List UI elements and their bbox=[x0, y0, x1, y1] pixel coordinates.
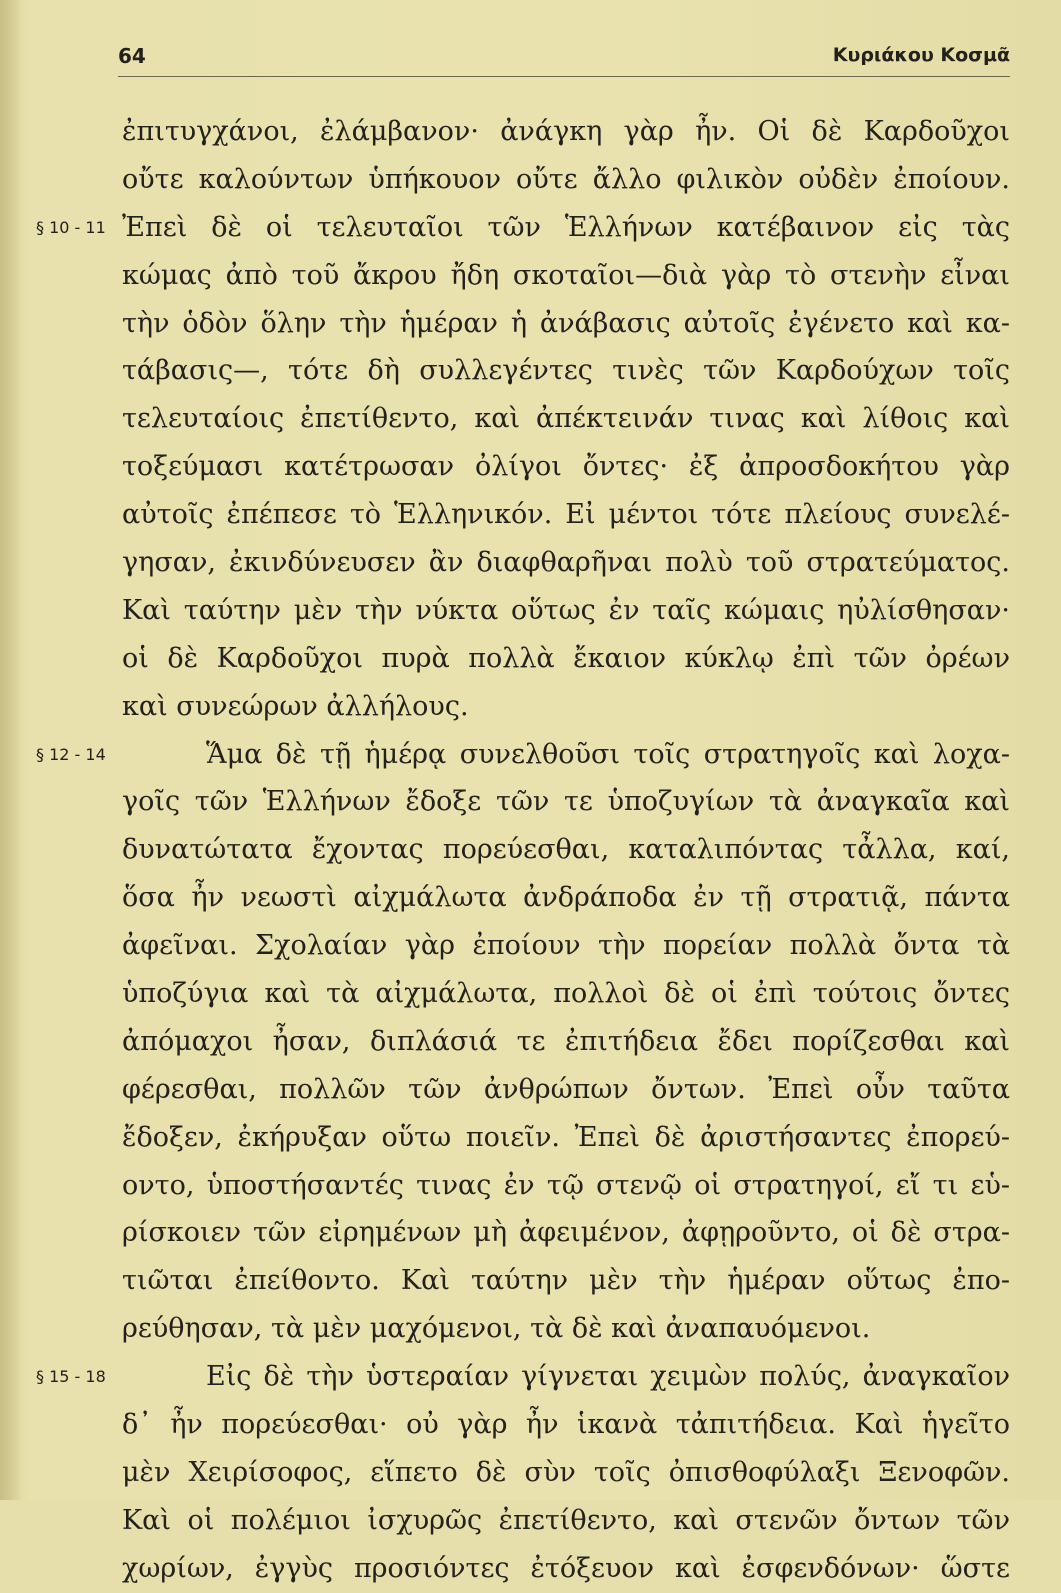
line-text: οἱ δὲ Καρδοῦχοι πυρὰ πολλὰ ἔκαιον κύκλῳ ἐπὶ τῶν ὀρέων bbox=[122, 642, 1010, 674]
text-line bbox=[122, 491, 1010, 539]
text-line bbox=[122, 1449, 1010, 1497]
text-line bbox=[122, 587, 1010, 635]
text-line bbox=[36, 731, 1010, 779]
line-text: κώμας ἀπὸ τοῦ ἄκρου ἤδη σκοταῖοι—διὰ γὰρ τὸ στενὴν εἶναι bbox=[122, 259, 1010, 291]
line-text: τοξεύμασι κατέτρωσαν ὀλίγοι ὄντες· ἐξ ἀπροσδοκήτου γὰρ bbox=[122, 451, 1010, 483]
running-head: Κυριάκου Κοσμᾶ bbox=[832, 44, 1010, 66]
text-line bbox=[122, 1401, 1010, 1449]
line-text: ἀπόμαχοι ἦσαν, διπλάσιά τε ἐπιτήδεια ἔδει πορίζεσθαι καὶ bbox=[122, 1025, 1010, 1057]
text-line bbox=[122, 539, 1010, 587]
text-line bbox=[122, 635, 1010, 683]
text-line bbox=[122, 778, 1010, 826]
line-text: αὐτοῖς ἐπέπεσε τὸ Ἑλληνικόν. Εἰ μέντοι τότε πλείους συνελέ- bbox=[122, 499, 1010, 531]
line-text: Ἅμα δὲ τῇ ἡμέρᾳ συνελθοῦσι τοῖς στρατηγοῖς καὶ λοχα- bbox=[206, 738, 1010, 770]
line-text: γοῖς τῶν Ἑλλήνων ἔδοξε τῶν τε ὑποζυγίων τὰ ἀναγκαῖα καὶ bbox=[122, 786, 1010, 818]
line-text: ἔδοξεν, ἐκήρυξαν οὕτω ποιεῖν. Ἐπεὶ δὲ ἀριστήσαντες ἐπορεύ- bbox=[122, 1121, 1010, 1153]
text-line bbox=[122, 1066, 1010, 1114]
text-line bbox=[122, 922, 1010, 970]
text-line bbox=[122, 156, 1010, 204]
line-text: καὶ συνεώρων ἀλλήλους. bbox=[122, 690, 469, 722]
text-line bbox=[122, 300, 1010, 348]
text-line bbox=[122, 443, 1010, 491]
text-line bbox=[122, 252, 1010, 300]
section-reference: § 10 - 11 bbox=[36, 217, 106, 237]
page-number: 64 bbox=[118, 44, 146, 68]
line-text: τὴν ὁδὸν ὅλην τὴν ἡμέραν ἡ ἀνάβασις αὐτοῖς ἐγένετο καὶ κα- bbox=[122, 307, 1010, 339]
section-reference: § 12 - 14 bbox=[36, 744, 106, 764]
body-text bbox=[36, 108, 1010, 1593]
line-text: ὅσα ἦν νεωστὶ αἰχμάλωτα ἀνδράποδα ἐν τῇ στρατιᾷ, πάντα bbox=[122, 882, 1010, 914]
text-line bbox=[122, 1497, 1010, 1545]
line-text: ρίσκοιεν τῶν εἰρημένων μὴ ἀφειμένον, ἀφῃροῦντο, οἱ δὲ στρα- bbox=[122, 1217, 1010, 1249]
text-line bbox=[36, 204, 1010, 252]
line-text: Εἰς δὲ τὴν ὑστεραίαν γίγνεται χειμὼν πολύς, ἀναγκαῖον bbox=[206, 1361, 1010, 1393]
text-line bbox=[122, 683, 1010, 731]
section-reference: § 15 - 18 bbox=[36, 1367, 106, 1387]
header-rule bbox=[118, 76, 1010, 77]
text-line bbox=[122, 1114, 1010, 1162]
line-text: τιῶται ἐπείθοντο. Καὶ ταύτην μὲν τὴν ἡμέραν οὕτως ἐπο- bbox=[122, 1265, 1010, 1297]
text-line bbox=[122, 1305, 1010, 1353]
line-text: οντο, ὑποστήσαντές τινας ἐν τῷ στενῷ οἱ στρατηγοί, εἴ τι εὑ- bbox=[122, 1169, 1010, 1201]
text-line bbox=[122, 1162, 1010, 1210]
text-line bbox=[122, 1545, 1010, 1593]
line-text: γησαν, ἐκινδύνευσεν ἂν διαφθαρῆναι πολὺ τοῦ στρατεύματος. bbox=[122, 547, 1010, 579]
line-text: δυνατώτατα ἔχοντας πορεύεσθαι, καταλιπόντας τἆλλα, καί, bbox=[122, 834, 1010, 866]
line-text: φέρεσθαι, πολλῶν τῶν ἀνθρώπων ὄντων. Ἐπεὶ οὖν ταῦτα bbox=[122, 1073, 1010, 1105]
line-text: δ᾽ ἦν πορεύεσθαι· οὐ γὰρ ἦν ἱκανὰ τἀπιτήδεια. Καὶ ἡγεῖτο bbox=[122, 1409, 1010, 1441]
text-line bbox=[122, 826, 1010, 874]
line-text: τελευταίοις ἐπετίθεντο, καὶ ἀπέκτεινάν τινας καὶ λίθοις καὶ bbox=[122, 403, 1010, 435]
line-text: τάβασις—, τότε δὴ συλλεγέντες τινὲς τῶν Καρδούχων τοῖς bbox=[122, 355, 1010, 387]
line-text: μὲν Χειρίσοφος, εἵπετο δὲ σὺν τοῖς ὀπισθοφύλαξι Ξενοφῶν. bbox=[122, 1456, 1010, 1488]
line-text: Καὶ οἱ πολέμιοι ἰσχυρῶς ἐπετίθεντο, καὶ στενῶν ὄντων τῶν bbox=[122, 1504, 1010, 1536]
text-line bbox=[36, 1353, 1010, 1401]
line-text: ὑποζύγια καὶ τὰ αἰχμάλωτα, πολλοὶ δὲ οἱ ἐπὶ τούτοις ὄντες bbox=[122, 978, 1010, 1010]
text-line bbox=[122, 874, 1010, 922]
text-line bbox=[122, 1018, 1010, 1066]
line-text: οὔτε καλούντων ὑπήκουον οὔτε ἄλλο φιλικὸν οὐδὲν ἐποίουν. bbox=[122, 163, 1010, 195]
text-line bbox=[122, 395, 1010, 443]
text-line bbox=[122, 1257, 1010, 1305]
line-text: ἐπιτυγχάνοι, ἐλάμβανον· ἀνάγκη γὰρ ἦν. Οἱ δὲ Καρδοῦχοι bbox=[122, 116, 1010, 147]
text-line bbox=[122, 347, 1010, 395]
text-line bbox=[122, 970, 1010, 1018]
text-line bbox=[122, 108, 1010, 156]
page-header bbox=[118, 44, 1010, 78]
line-text: Ἐπεὶ δὲ οἱ τελευταῖοι τῶν Ἑλλήνων κατέβαινον εἰς τὰς bbox=[122, 211, 1010, 243]
line-text: χωρίων, ἐγγὺς προσιόντες ἐτόξευον καὶ ἐσφενδόνων· ὥστε bbox=[122, 1552, 1010, 1584]
line-text: ἀφεῖναι. Σχολαίαν γὰρ ἐποίουν τὴν πορείαν πολλὰ ὄντα τὰ bbox=[122, 930, 1010, 962]
gutter-shadow bbox=[0, 0, 22, 1500]
line-text: Καὶ ταύτην μὲν τὴν νύκτα οὕτως ἐν ταῖς κώμαις ηὐλίσθησαν· bbox=[122, 594, 1010, 626]
text-line bbox=[122, 1209, 1010, 1257]
line-text: ρεύθησαν, τὰ μὲν μαχόμενοι, τὰ δὲ καὶ ἀναπαυόμενοι. bbox=[122, 1313, 871, 1345]
